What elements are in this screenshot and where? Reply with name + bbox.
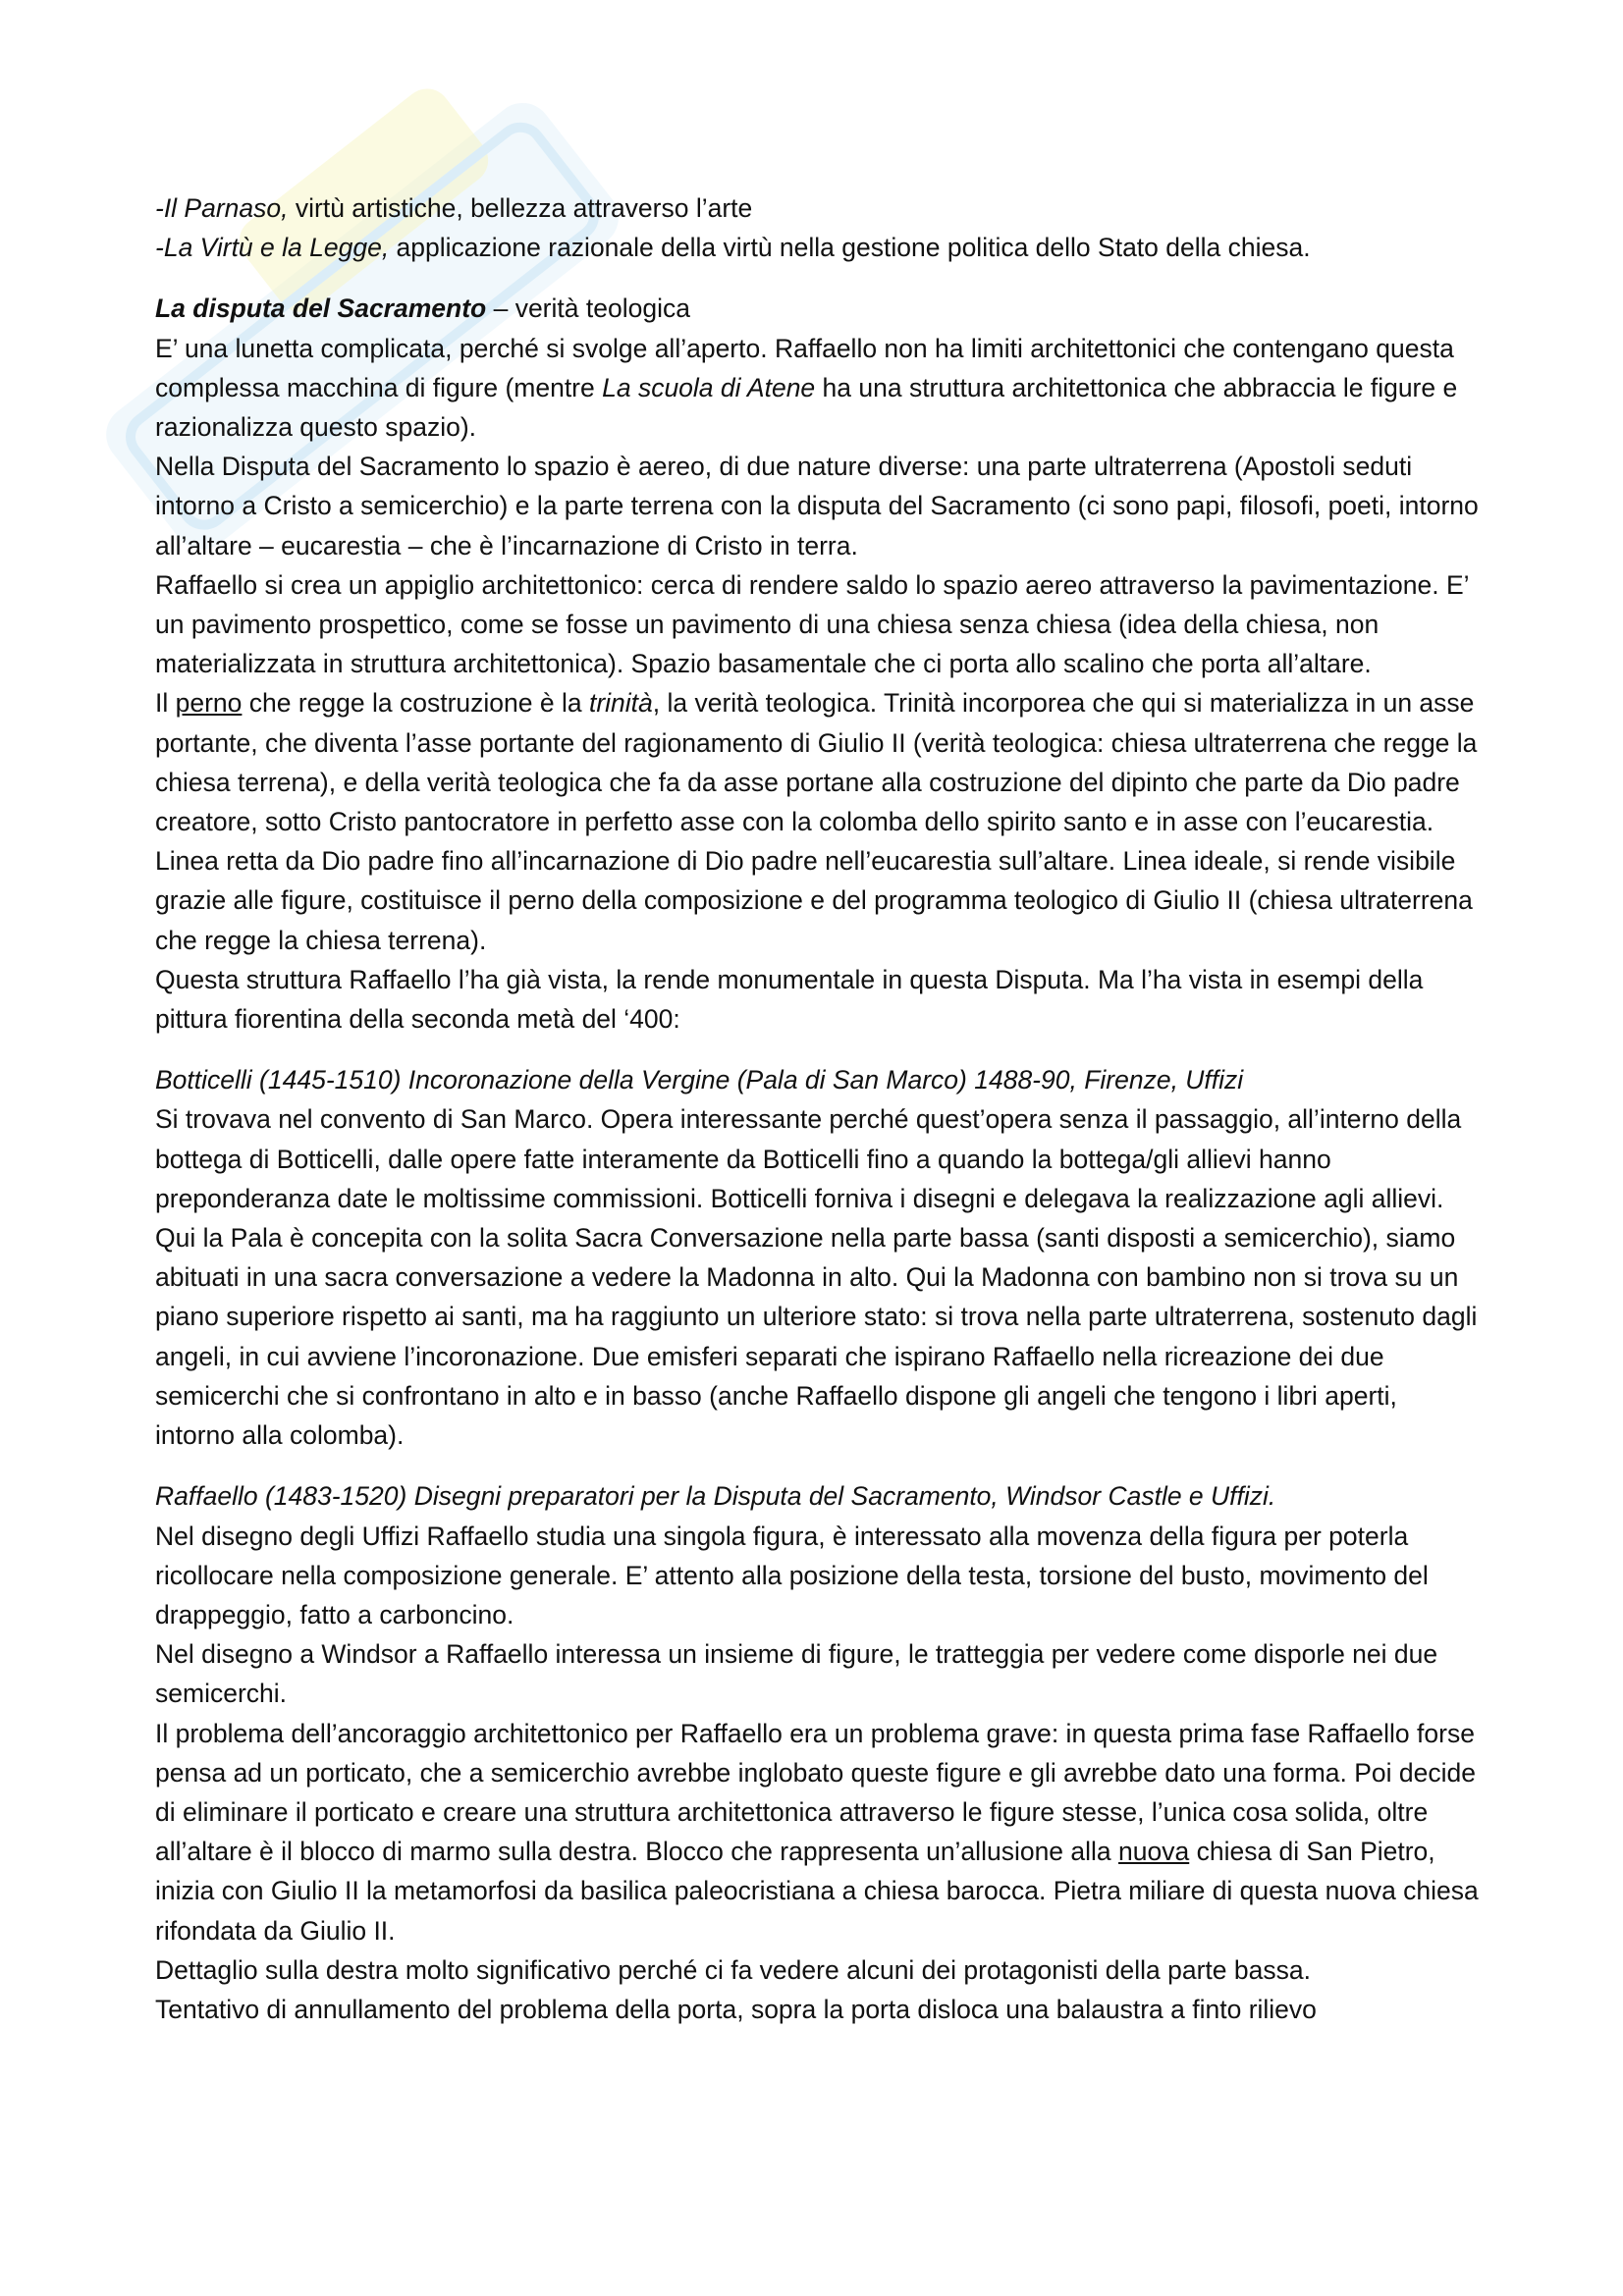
botticelli-paragraph-2: Qui la Pala è concepita con la solita Sacra Conversazione nella parte bassa (santi disposti a semicerchio), siamo abituati in una sacra conversazione a vedere la Madonna in alto. Qui la Madonna con bambino non si trova su un piano superiore rispetto ai santi, ma ha raggiunto un ulteriore stato: si trova nella parte ultraterrena, sostenuto dagli angeli, in cui avviene l’incoronazione. Due emisferi separati che ispirano Raffaello nella ricreazione dei due semicerchi che si confrontano in alto e in basso (anche Raffaello dispone gli angeli che tengono i libri aperti, intorno alla colomba). xyxy=(155,1223,1478,1451)
botticelli-paragraph-1: Si trovava nel convento di San Marco. Opera interessante perché quest’opera senza il passaggio, all’interno della bottega di Botticelli, dalle opere fatte interamente da Botticelli fino a quando la bottega/gli allievi hanno preponderanza date le moltissime commissioni. Botticelli forniva i disegni e delegava la realizzazione agli allievi. xyxy=(155,1104,1462,1213)
document-page xyxy=(155,188,1481,2029)
disputa-paragraph-4: Il perno che regge la costruzione è la trinità, la verità teologica. Trinità incorporea che qui si materializza in un asse portante, che diventa l’asse portante del ragionamento di Giulio II (verità teologica: chiesa ultraterrena che regge la chiesa terrena), e della verità teologica che fa da asse portane alla costruzione del dipinto che parte da Dio padre creatore, sotto Cristo pantocratore in perfetto asse con la colomba dello spirito santo e in asse con l’eucarestia. Linea retta da Dio padre fino all’incarnazione di Dio padre nell’eucarestia sull’altare. Linea ideale, si rende visibile grazie alle figure, costituisce il perno della composizione e del programma teologico di Giulio II (chiesa ultraterrena che regge la chiesa terrena). xyxy=(155,688,1478,955)
raffaello-paragraph-1: Nel disegno degli Uffizi Raffaello studia una singola figura, è interessato alla movenza della figura per poterla ricollocare nella composizione generale. E’ attento alla posizione della testa, torsione del busto, movimento del drappeggio, fatto a carboncino. xyxy=(155,1521,1429,1629)
raffaello-heading: Raffaello (1483-1520) Disegni preparatori per la Disputa del Sacramento, Windsor Castle e Uffizi. xyxy=(155,1481,1276,1512)
disputa-paragraph-5: Questa struttura Raffaello l’ha già vista, la rende monumentale in questa Disputa. Ma l’ha vista in esempi della pittura fiorentina della seconda metà del ‘400: xyxy=(155,964,1424,1035)
intro-line-parnaso: -Il Parnaso, virtù artistiche, bellezza attraverso l’arte xyxy=(155,193,753,223)
disputa-heading: La disputa del Sacramento – verità teologica xyxy=(155,294,690,324)
raffaello-paragraph-2: Nel disegno a Windsor a Raffaello interessa un insieme di figure, le tratteggia per vedere come disporle nei due semicerchi. xyxy=(155,1639,1438,1709)
raffaello-paragraph-5: Tentativo di annullamento del problema della porta, sopra la porta disloca una balaustra a finto rilievo xyxy=(155,1994,1317,2024)
disputa-paragraph-2: Nella Disputa del Sacramento lo spazio è aereo, di due nature diverse: una parte ultraterrena (Apostoli seduti intorno a Cristo a semicerchio) e la parte terrena con la disputa del Sacramento (ci sono papi, filosofi, poeti, intorno all’altare – eucarestia – che è l’incarnazione di Cristo in terra. xyxy=(155,452,1479,561)
intro-line-virtu-legge: -La Virtù e la Legge, applicazione razionale della virtù nella gestione politica dello Stato della chiesa. xyxy=(155,233,1311,263)
disputa-paragraph-1: E’ una lunetta complicata, perché si svolge all’aperto. Raffaello non ha limiti architettonici che contengano questa complessa macchina di figure (mentre La scuola di Atene ha una struttura architettonica che abbraccia le figure e razionalizza questo spazio). xyxy=(155,333,1458,443)
raffaello-paragraph-3: Il problema dell’ancoraggio architettonico per Raffaello era un problema grave: in questa prima fase Raffaello forse pensa ad un porticato, che a semicerchio avrebbe inglobato queste figure e gli avrebbe dato una forma. Poi decide di eliminare il porticato e creare una struttura architettonica attraverso le figure stesse, l’unica cosa solida, oltre all’altare è il blocco di marmo sulla destra. Blocco che rappresenta un’allusione alla nuova chiesa di San Pietro, inizia con Giulio II la metamorfosi da basilica paleocristiana a chiesa barocca. Pietra miliare di questa nuova chiesa rifondata da Giulio II. xyxy=(155,1718,1479,1946)
raffaello-paragraph-4: Dettaglio sulla destra molto significativo perché ci fa vedere alcuni dei protagonisti della parte bassa. xyxy=(155,1954,1311,1985)
disputa-paragraph-3: Raffaello si crea un appiglio architettonico: cerca di rendere saldo lo spazio aereo attraverso la pavimentazione. E’ un pavimento prospettico, come se fosse un pavimento di una chiesa senza chiesa (idea della chiesa, non materializzata in struttura architettonica). Spazio basamentale che ci porta allo scalino che porta all’altare. xyxy=(155,569,1469,679)
botticelli-heading: Botticelli (1445-1510) Incoronazione della Vergine (Pala di San Marco) 1488-90, Firenze, Uffizi xyxy=(155,1065,1244,1095)
